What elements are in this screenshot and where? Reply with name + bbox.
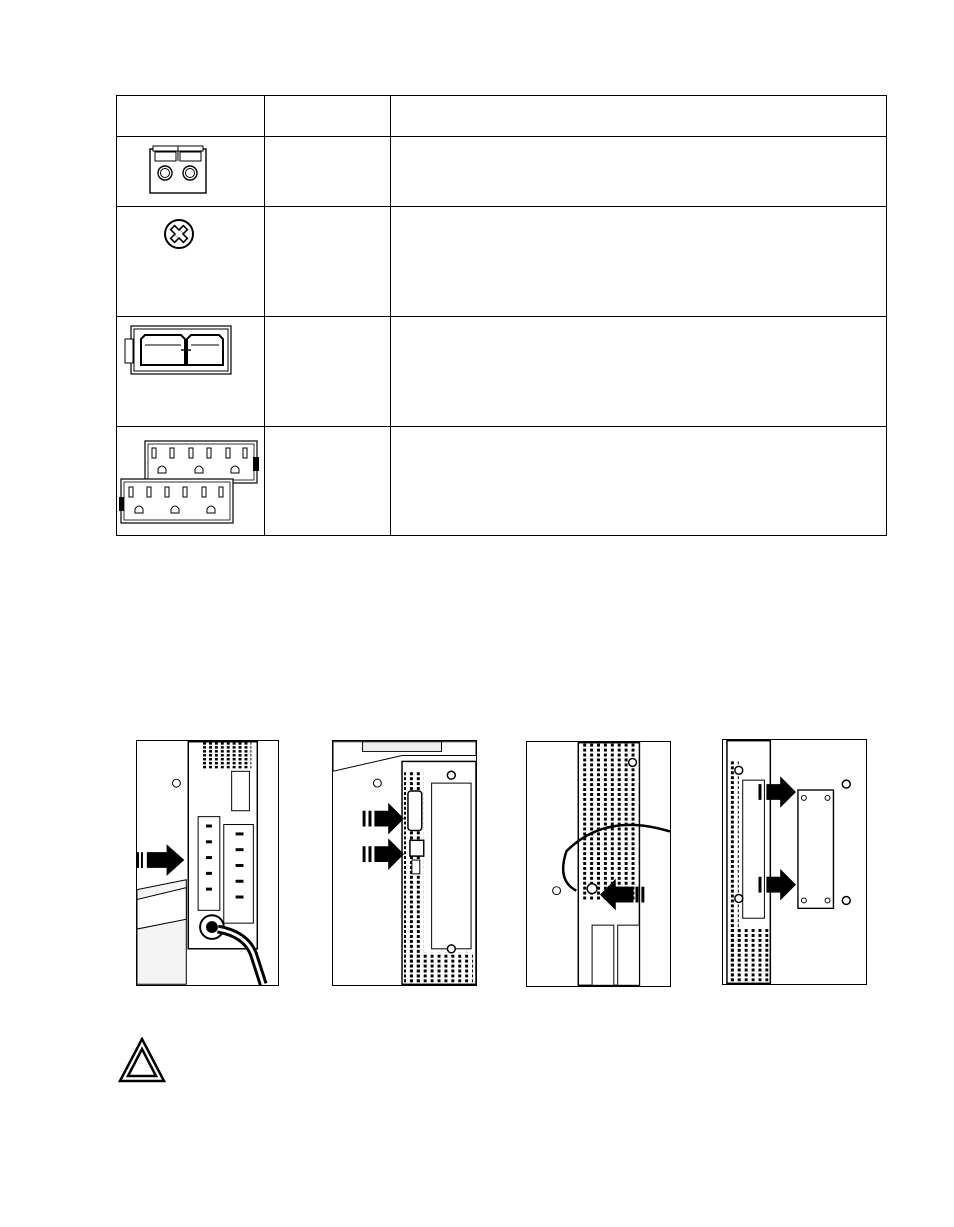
- ground-screw-icon: [117, 207, 264, 317]
- table-row: [117, 316, 886, 427]
- table-header-row: [117, 96, 886, 136]
- table-row: [117, 136, 886, 207]
- terminal-block-icon: [117, 137, 264, 207]
- table-row: [117, 206, 886, 317]
- output-receptacles-icon: [117, 427, 264, 537]
- card-slot-cover-photo: [722, 739, 867, 985]
- table-row: [117, 426, 886, 537]
- warning-triangle-icon: [118, 1037, 166, 1083]
- connector-table: [116, 95, 887, 536]
- communication-ports-photo: [332, 740, 477, 986]
- power-cord-connection-photo: [136, 740, 279, 986]
- battery-connector-icon: [117, 317, 264, 427]
- ground-wire-photo: [526, 741, 671, 987]
